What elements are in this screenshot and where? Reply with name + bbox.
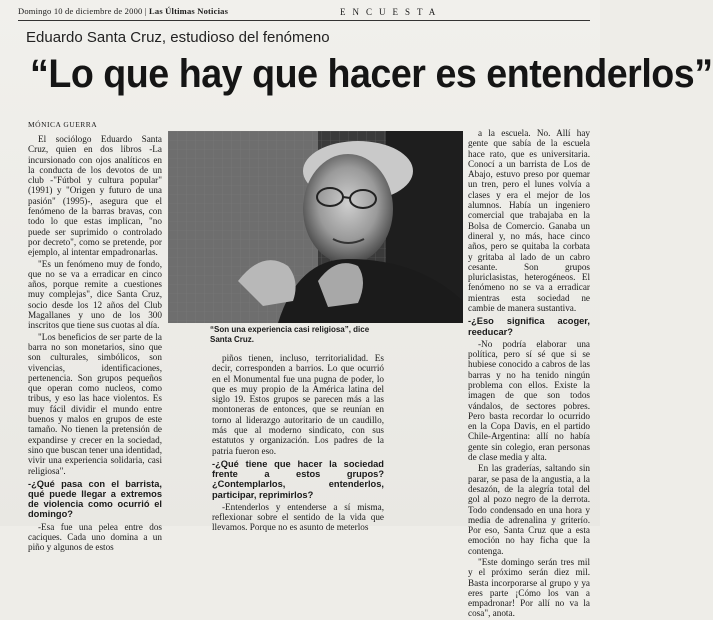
- page-header: [18, 6, 228, 16]
- column-left: [28, 134, 162, 554]
- body-paragraph: -Entenderlos y entenderse a sí misma, reflexionar sobre el sentido de la vida que llevamos. Porque no es asunto de meterlos: [212, 501, 384, 533]
- body-paragraph: a la escuela. No. Allí hay gente que sabía de la escuela hace rato, que es universitaria. Conocí a un barrista de Los de Abajo, estuvo preso por quemar un tren, pero el lunes volvía a clases y era el mejor de los alumnos. Había un ingeniero comercial que trabajaba en la Bolsa de Comercio. Ganaba un dineral y, no más, hace cinco años, pero se quitaba la corbata y gritaba al lado de un cabro cesante. Son grupos pluriclasistas, heterogéneos. El fenómeno no se va a erradicar mientras esta sociedad ne cambie de manera sustantiva.: [468, 128, 590, 314]
- column-middle: [212, 353, 384, 534]
- body-paragraph: "Es un fenómeno muy de fondo, que no se va a erradicar en cinco años, porque remite a cuestiones muy complejas", dice Santa Cruz, socio desde los 12 años del Club Magallanes y uno de los 300 inscritos que tiene sus cuotas al día.: [28, 258, 162, 331]
- subheadline: Eduardo Santa Cruz, estudioso del fenómeno: [26, 29, 330, 46]
- body-paragraph: "Este domingo serán tres mil y el próximo serán diez mil. Basta incorporarse al grupo y ya eres parte ¡Cómo los van a empadronar! Por allí no va la cosa", anota.: [468, 556, 590, 619]
- body-paragraph: -No podría elaborar una política, pero sí sé que si se hubiese conocido a cabros de las barras y no ha tenido ningún problema con ellos. Existe la imagen de que son todos vándalos, de sectores pobres. Pero basta recordar lo ocurrido en la Copa Davis, en el partido Chile-Argentina: allí no había gente sin colegio, eran personas de clase media y alta.: [468, 338, 590, 463]
- photo-caption: “Son una experiencia casi religiosa”, dice Santa Cruz.: [210, 325, 370, 344]
- newspaper-name: Las Últimas Noticias: [149, 6, 229, 16]
- header-separator: |: [144, 6, 147, 16]
- body-paragraph: En las graderías, saltando sin parar, se pasa de la angustia, a la desazón, de la alegría total del gol al pozo negro de la derrota. Todo condensado en una hora y media de adrenalina y griterío. Por eso, Santa Cruz que a esta emoción no hay ficha que la contenga.: [468, 463, 590, 556]
- column-right: [468, 128, 590, 620]
- interview-question: -¿Eso significa acoger, reeducar?: [468, 316, 590, 337]
- portrait-photo: [168, 131, 463, 323]
- byline: MÓNICA GUERRA: [28, 120, 98, 129]
- body-paragraph: -Esa fue una pelea entre dos caciques. Cada uno domina a un piño y algunos de estos: [28, 521, 162, 553]
- header-date: Domingo 10 de diciembre de 2000: [18, 6, 143, 16]
- interview-question: -¿Qué pasa con el barrista, qué puede llegar a extremos de violencia como ocurrió el domingo?: [28, 478, 162, 520]
- body-paragraph: El sociólogo Eduardo Santa Cruz, quien en dos libros -La incursionado con ojos analíticos en la conducta de los devotos de un club -"Fútbol y cultura popular" (1991) y "Origen y futuro de una pasión" (1995)-, asegura que el fenómeno de la barras bravas, con todo lo que estas implican, "no puede ser suprimido o controlado por decreto", como se pretende, por ejemplo, al intentar empadronarlas.: [28, 134, 162, 258]
- headline: “Lo que hay que hacer es entenderlos”: [30, 52, 713, 96]
- portrait-photo-image: [168, 131, 463, 323]
- body-paragraph: piños tienen, incluso, territorialidad. Es decir, corresponden a barrios. Lo que ocurrió en el Monumental fue una pugna de poder, lo que es muy propio de la América latina del siglo 19. Estos grupos se parecen más a las montoneras de entonces, que se reunían en torno al liderazgo autoritario de un caudillo, más que al moderno sindicato, con sus estatutos y organización. Los padres de la patria fueron eso.: [212, 353, 384, 456]
- header-rule: [18, 20, 590, 21]
- interview-question: -¿Qué tiene que hacer la sociedad frente a estos grupos? ¿Contemplarlos, entenderlos, participar, reprimirlos?: [212, 458, 384, 500]
- body-paragraph: "Los beneficios de ser parte de la barra no son monetarios, sino que son culturales, simbólicos, son vivencias, identificaciones, pertenencia. Son grupos pequeños que operan como nucleos, como tribus, y eso las hace violentos. Es muy fácil dividir el mundo entre buenos y malos en grupos de este tamaño. No tienen la pretensión de expandirse y crecer en la sociedad, sino que buscan tener una identidad, vivir una experiencia solidaria, casi religiosa".: [28, 331, 162, 476]
- section-label: ENCUESTA: [340, 7, 443, 17]
